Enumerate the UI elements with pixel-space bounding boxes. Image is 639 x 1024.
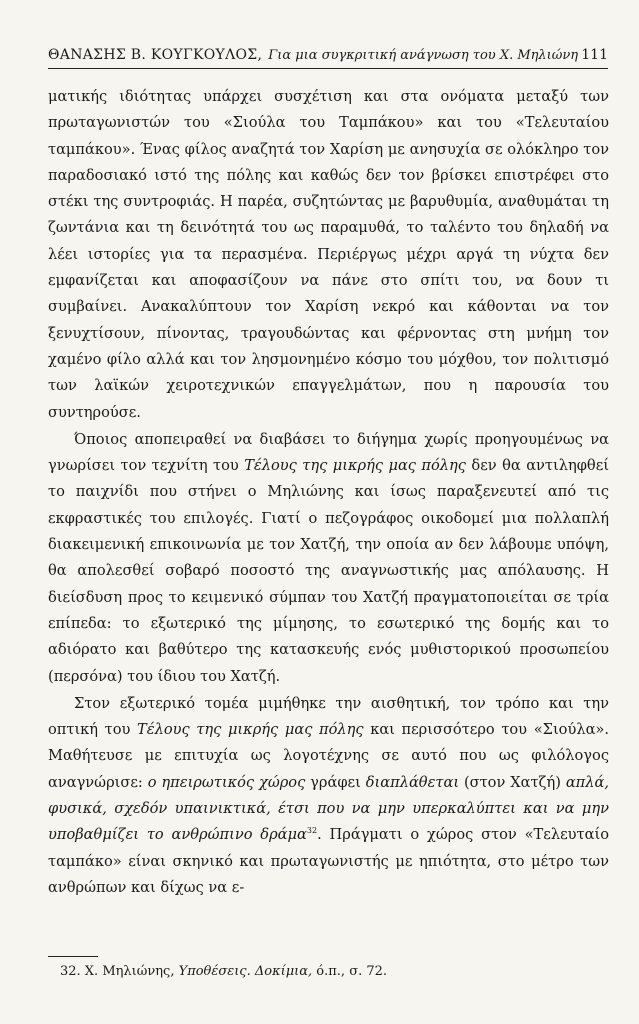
footnote-italic: Υποθέσεις. Δοκίμια, (178, 964, 313, 979)
page-number: 111 (581, 47, 608, 63)
paragraph-2-text-1: Όποιος αποπειραθεί να διαβάσει το διήγημα χωρίς προηγουμένως να γνωρίσει τον τεχνίτη του (48, 430, 609, 475)
paragraph-3-italic-4: απλά, φυσικά, σχεδόν υπαινικτικά, έτσι που να μην υπερκαλύπτει και να μην υποβαθμίζει το ανθρώπινο δράμα (48, 773, 610, 844)
paragraph-3-text-1: Στον εξωτερικό τομέα μιμήθηκε την αισθητική, τον τρόπο και την οπτική του (48, 694, 609, 739)
footnote-text-1: 32. Χ. Μηλιώνης, (60, 964, 179, 979)
footnote-32 (60, 963, 600, 981)
paragraph-3-text-3: γράφει (305, 773, 366, 791)
paragraph-3-italic-1: Τέλους της μικρής μας πόλης (137, 721, 364, 739)
paragraph-2-italic-1: Τέλους της μικρής μας πόλης (244, 457, 466, 475)
header-title: Για μια συγκριτική ανάγνωση του Χ. Μηλιώνη (268, 48, 579, 63)
paragraph-1-text: ματικής ιδιότητας υπάρχει συσχέτιση και στα ονόματα μεταξύ των πρωταγωνιστών του «Σιούλα του Ταμπάκου» και του «Τελευταίου ταμπάκου». Ένας φίλος αναζητά τον Χαρίση με ανησυχία σε ολόκληρο τον παραδοσιακό ιστό της πόλης και καθώς δεν τον βρίσκει επιστρέφει στο στέκι της συντροφιάς. Η παρέα, συζητώντας με βαρυθυμία, αναθυμάται τη ζωντάνια και τη δεινότητά του ως παραμυθά, το ταλέντο του δηλαδή να λέει ιστορίες για τα περασμένα. Περιέργως μέχρι αργά τη νύχτα δεν εμφανίζεται και αποφασίζουν να πάνε στο σπίτι του, να δουν τι συμβαίνει. Ανακαλύπτουν τον Χαρίση νεκρό και κάθονται να τον ξενυχτίσουν, πίνοντας, τραγουδώντας και φέρνοντας στη μνήμη τον χαμένο φίλο αλλά και τον λησμονημένο κόσμο του μόχθου, τον πολιτισμό των λαϊκών χειροτεχνικών επαγγελμάτων, που η παρουσία του συντηρούσε. (48, 88, 609, 421)
paragraph-3-text-5: . Πράγματι ο χώρος στον «Τελευταίο ταμπάκο» είναι σκηνικό και πρωταγωνιστής με ηπιότητα, στο μέτρο των ανθρώπων και δίχως να ε- (48, 826, 609, 896)
footnote-ref-32[interactable]: 32 (306, 826, 318, 836)
paragraph-3-italic-3: διαπλάθεται (365, 773, 460, 791)
paragraph-3-text-4: (στον Χατζή) (459, 773, 566, 791)
paragraph-3-italic-2: ο ηπειρωτικός χώρος (147, 773, 306, 791)
paragraph-3-text-2: και περισσότερο του «Σιούλα». Μαθήτευσε με επιτυχία ως λογοτέχνης σε αυτό που ως φιλόλογος αναγνώρισε: (48, 721, 609, 791)
body-text (48, 84, 609, 901)
paragraph-3 (48, 691, 609, 901)
paragraph-1 (48, 84, 609, 426)
paragraph-2-text-2: δεν θα αντιληφθεί το παιχνίδι που στήνει ο Μηλιώνης και ίσως παραξενευτεί από τις εκφραστικές του επιλογές. Γιατί ο πεζογράφος οικοδομεί μια πολλαπλή διακειμενική επικοινωνία με τον Χατζή, την οποία αν δεν λάβουμε υπόψη, θα απολεσθεί σοβαρό ποσοστό της αναγνωστικής μας απόλαυσης. Η διείσδυση προς το κειμενικό σύμπαν του Χατζή πραγματοποιείται σε τρία επίπεδα: το εξωτερικό της μίμησης, το εσωτερικό της δομής και το αδιόρατο και βαθύτερο της κατασκευής ενός μυθιστορικού προσωπείου (περσόνα) του ίδιου του Χατζή. (48, 457, 609, 685)
running-header (48, 46, 608, 69)
footnote-text-2: ό.π., σ. 72. (312, 964, 388, 979)
footnote-divider (48, 956, 98, 957)
paragraph-2 (48, 427, 609, 690)
header-author: ΘΑΝΑΣΗΣ Β. ΚΟΥΓΚΟΥΛΟΣ, (48, 47, 263, 63)
